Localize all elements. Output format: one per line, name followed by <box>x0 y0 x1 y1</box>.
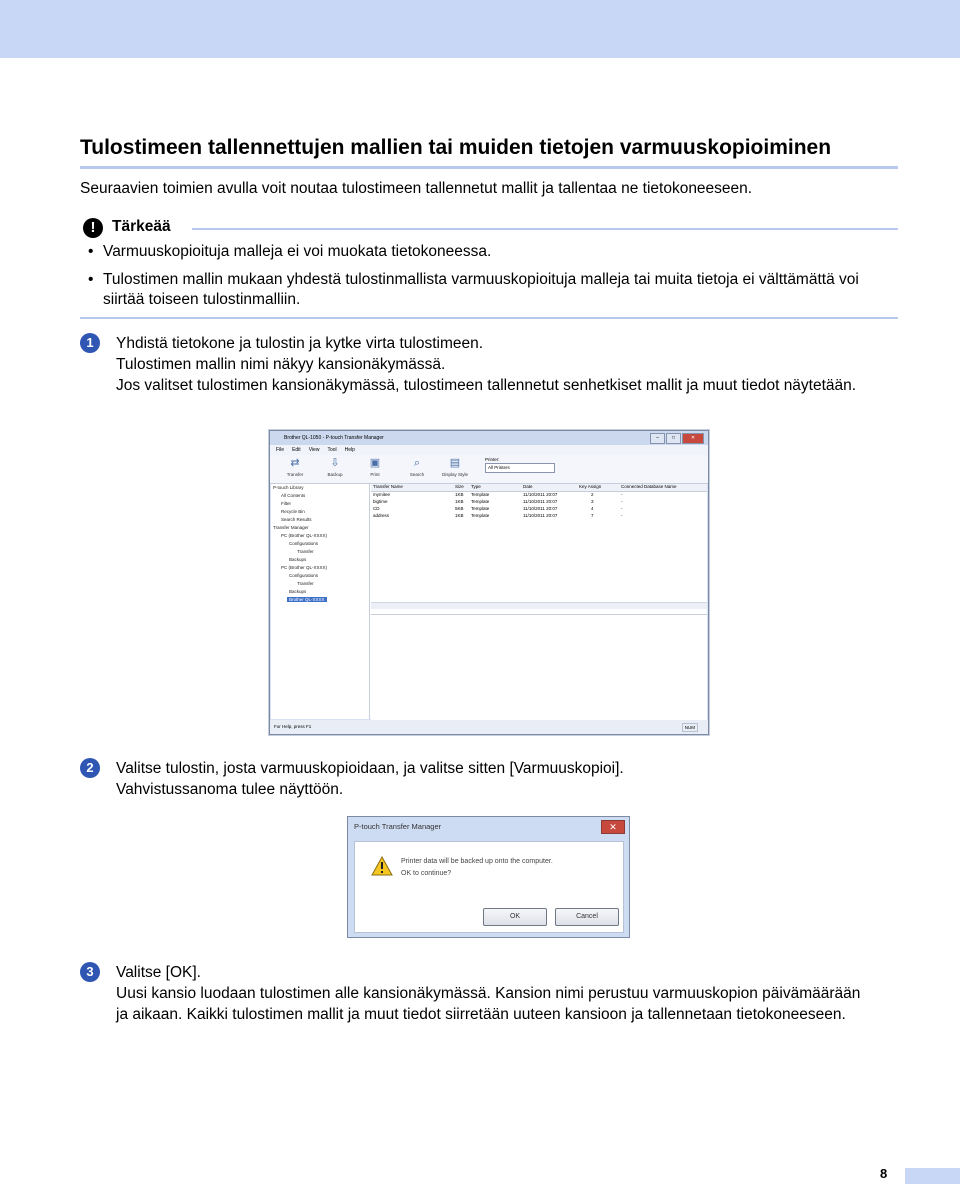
cell: Template <box>471 499 490 504</box>
cell: 3 <box>591 499 594 504</box>
step-line: Valitse [OK]. <box>116 964 201 981</box>
cell: Template <box>471 513 490 518</box>
step-line: Jos valitset tulostimen kansionäkymässä, tulostimeen tallennetut senhetkiset mallit ja muut tiedot näytetään. <box>116 377 857 394</box>
cell: 1KB <box>455 492 464 497</box>
status-text: For Help, press F1 <box>274 724 312 729</box>
display-style-button[interactable] <box>442 457 468 477</box>
cell: - <box>621 499 623 504</box>
ok-button[interactable]: OK <box>483 908 547 926</box>
display-style-icon: ▤ <box>449 457 461 469</box>
menu-tool[interactable]: Tool <box>327 447 337 453</box>
step-line: Tulostimen mallin nimi näkyy kansionäkymässä. <box>116 356 446 373</box>
cell: Template <box>471 506 490 511</box>
maximize-icon[interactable]: □ <box>666 433 681 444</box>
search-icon: ⌕ <box>413 457 421 469</box>
table-row[interactable] <box>371 499 707 506</box>
step-line: Valitse tulostin, josta varmuuskopioidaan, ja valitse sitten [Varmuuskopioi]. <box>116 760 624 777</box>
step-badge: 2 <box>80 758 100 778</box>
step-1-text <box>116 333 876 396</box>
menu-view[interactable]: View <box>308 447 320 453</box>
minimize-icon[interactable]: – <box>650 433 665 444</box>
menu-bar <box>270 445 708 455</box>
tool-label: Transfer <box>286 472 304 477</box>
bullet-text: Varmuuskopioituja malleja ei voi muokata tietokoneessa. <box>103 243 492 260</box>
step-line: Vahvistussanoma tulee näyttöön. <box>116 781 344 798</box>
backup-button[interactable] <box>322 457 348 477</box>
tree-item[interactable]: All Contents <box>281 493 306 498</box>
cell: 7 <box>591 513 594 518</box>
transfer-button[interactable] <box>282 457 308 477</box>
column-header[interactable]: Size <box>455 484 464 489</box>
confirm-dialog-screenshot <box>347 816 630 938</box>
table-row[interactable] <box>371 513 707 520</box>
cell: 4 <box>591 506 594 511</box>
window-titlebar <box>270 431 708 445</box>
tree-item[interactable]: PC (Brother QL-XXXX) <box>281 533 328 538</box>
step-2-text <box>116 758 876 800</box>
step-3-text <box>116 962 876 1025</box>
tree-item[interactable]: Backups <box>289 557 307 562</box>
important-bottom-rule <box>80 317 898 319</box>
folder-tree <box>271 484 370 719</box>
dialog-message-line: OK to continue? <box>401 870 452 877</box>
header-band <box>0 0 960 58</box>
bullet-dot: • <box>88 271 94 288</box>
column-header[interactable]: Key Assign <box>579 484 602 489</box>
tool-label: Print <box>370 472 380 477</box>
cell: 2 <box>591 492 594 497</box>
important-rule <box>192 228 898 230</box>
print-icon: ▣ <box>369 457 381 469</box>
search-button[interactable] <box>404 457 430 477</box>
page-number-band <box>905 1168 960 1184</box>
horizontal-scrollbar[interactable] <box>371 602 707 609</box>
bullet-text: Tulostimen mallin mukaan yhdestä tulostinmallista varmuuskopioituja malleja tai muita tietoja ei välttämättä voi siirtää toiseen tulostinmalliin. <box>103 271 859 308</box>
list-header <box>371 484 707 492</box>
cell: 11/10/2011 20:07 <box>523 513 558 518</box>
tree-item[interactable]: Transfer <box>297 549 314 554</box>
intro-text: Seuraavien toimien avulla voit noutaa tulostimeen tallennetut mallit ja tallentaa ne tietokoneeseen. <box>80 180 753 197</box>
printer-dropdown[interactable]: All Printers <box>485 463 555 473</box>
tree-item[interactable]: PC (Brother QL-XXXX) <box>281 565 328 570</box>
cell: 5KB <box>455 506 464 511</box>
column-header[interactable]: Date <box>523 484 533 489</box>
tree-item[interactable]: P-touch Library <box>273 485 304 490</box>
dialog-message <box>401 856 611 880</box>
printer-label: Printer: <box>485 457 500 462</box>
dialog-body <box>354 841 624 933</box>
close-icon[interactable]: ✕ <box>682 433 704 444</box>
cell: bigtime <box>373 499 388 504</box>
cell: - <box>621 492 623 497</box>
tree-item[interactable]: Transfer <box>297 581 314 586</box>
transfer-manager-screenshot <box>269 430 709 735</box>
menu-file[interactable]: File <box>276 447 285 453</box>
window-controls <box>650 433 704 444</box>
cell: - <box>621 513 623 518</box>
cell: CD <box>373 506 380 511</box>
status-bar <box>270 720 709 734</box>
tree-item[interactable]: Search Results <box>281 517 312 522</box>
template-list <box>371 484 707 719</box>
tree-item[interactable]: Transfer Manager <box>273 525 309 530</box>
step-badge: 1 <box>80 333 100 353</box>
tool-label: Display Style <box>442 472 469 477</box>
tree-item[interactable]: Backups <box>289 589 307 594</box>
menu-help[interactable]: Help <box>344 447 355 453</box>
printer-selector <box>485 457 555 473</box>
warning-icon <box>371 856 393 876</box>
toolbar <box>270 455 708 484</box>
tree-item[interactable]: Filter <box>281 501 291 506</box>
cell: - <box>621 506 623 511</box>
print-button[interactable] <box>362 457 388 477</box>
cell: Template <box>471 492 490 497</box>
page-title: Tulostimeen tallennettujen mallien tai muiden tietojen varmuuskopioiminen <box>80 136 832 159</box>
transfer-icon: ⇄ <box>290 457 300 469</box>
cell: address <box>373 513 390 518</box>
important-title: Tärkeää <box>112 218 171 235</box>
bullet-dot: • <box>88 243 94 260</box>
exclamation-icon: ! <box>83 218 103 238</box>
cell: 1KB <box>455 499 464 504</box>
dialog-title: P-touch Transfer Manager <box>354 822 442 831</box>
window-body <box>271 484 707 719</box>
cell: 1KB <box>455 513 464 518</box>
backup-icon: ⇩ <box>330 457 340 469</box>
step-line: Uusi kansio luodaan tulostimen alle kansionäkymässä. Kansion nimi perustuu varmuuskopion päivämäärään ja aikaan. Kaikki tulostimen mallit ja muut tiedot siirretään uuteen kansioon ja tallennetaan tietokoneeseen. <box>116 985 861 1023</box>
page-number: 8 <box>880 1166 888 1181</box>
dialog-titlebar <box>348 817 629 837</box>
window-title: Brother QL-1050 - P-touch Transfer Manager <box>284 435 384 441</box>
table-row[interactable] <box>371 506 707 513</box>
step-line: Yhdistä tietokone ja tulostin ja kytke virta tulostimeen. <box>116 335 484 352</box>
tool-label: Search <box>409 472 425 477</box>
cell: 11/10/2011 20:07 <box>523 499 558 504</box>
cell: 11/10/2011 20:07 <box>523 492 558 497</box>
column-header[interactable]: Type <box>471 484 481 489</box>
step-badge: 3 <box>80 962 100 982</box>
cell: 11/10/2011 20:07 <box>523 506 558 511</box>
tree-item[interactable]: Configurations <box>289 573 319 578</box>
cancel-button[interactable]: Cancel <box>555 908 619 926</box>
tree-item[interactable]: Recycle Bin <box>281 509 305 514</box>
tree-item-selected[interactable]: Brother QL-XXXX <box>289 597 325 602</box>
num-lock-indicator: NUM <box>682 723 698 732</box>
menu-edit[interactable]: Edit <box>292 447 301 453</box>
tree-item[interactable]: Configurations <box>289 541 319 546</box>
column-header[interactable]: Connected Database Name <box>621 484 677 489</box>
tool-label: Backup <box>327 472 343 477</box>
close-icon[interactable]: ✕ <box>601 820 625 834</box>
column-header[interactable]: Transfer Name <box>373 484 403 489</box>
table-row[interactable] <box>371 492 707 499</box>
title-rule <box>80 166 898 169</box>
cell: mymitee <box>373 492 391 497</box>
dialog-message-line: Printer data will be backed up onto the computer. <box>401 858 553 865</box>
preview-pane <box>371 614 707 720</box>
